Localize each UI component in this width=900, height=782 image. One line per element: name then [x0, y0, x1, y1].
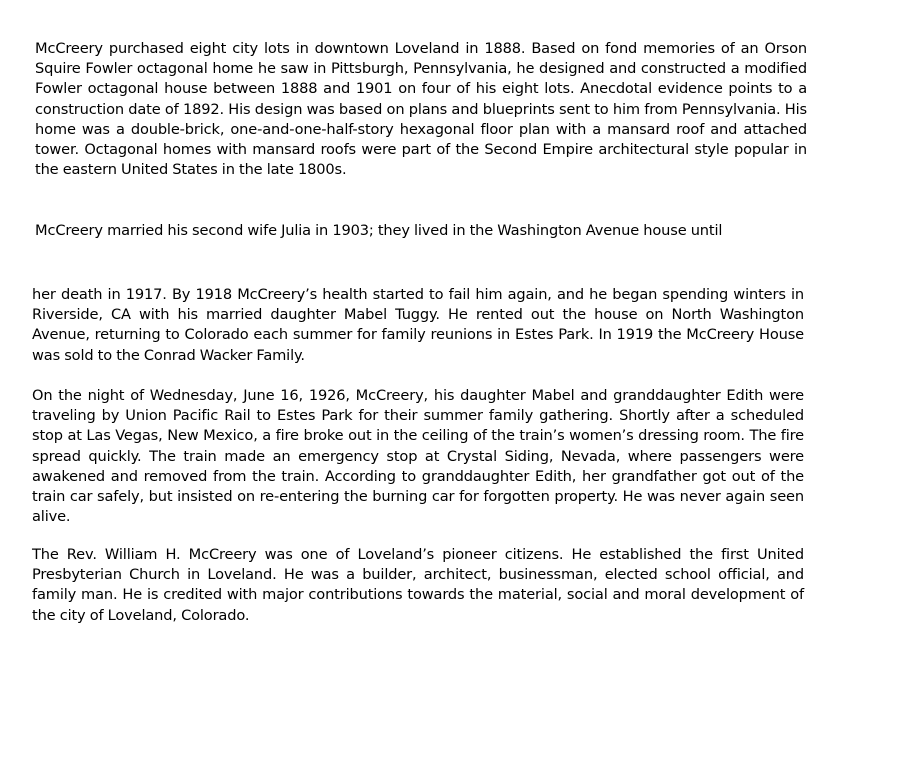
- paragraph-octagonal-house: McCreery purchased eight city lots in downtown Loveland in 1888. Based on fond memories of an Orson Squire Fowler octagonal home he saw in Pittsburgh, Pennsylvania, he designed and constructed a modified Fowler octagonal house between 1888 and 1901 on four of his eight lots. Anecdotal evidence points to a construction date of 1892. His design was based on plans and blueprints sent to him from Pennsylvania. His home was a double-brick, one-and-one-half-story hexagonal floor plan with a mansard roof and attached tower. Octagonal homes with mansard roofs were part of the Second Empire architectural style popular in the eastern United States in the late 1800s.: [35, 40, 807, 179]
- paragraph-train-fire: On the night of Wednesday, June 16, 1926, McCreery, his daughter Mabel and granddaughter Edith were traveling by Union Pacific Rail to Estes Park for their summer family gathering. Shortly after a scheduled stop at Las Vegas, New Mexico, a fire broke out in the ceiling of the train’s women’s dressing room. The fire spread quickly. The train made an emergency stop at Crystal Siding, Nevada, where passengers were awakened and removed from the train. According to granddaughter Edith, her grandfather got out of the train car safely, but insisted on re-entering the burning car for forgotten property. He was never again seen alive.: [32, 387, 804, 526]
- paragraph-marriage-start: McCreery married his second wife Julia in 1903; they lived in the Washington Avenue house until: [35, 222, 723, 239]
- paragraph-marriage-continued: her death in 1917. By 1918 McCreery’s health started to fail him again, and he began spending winters in Riverside, CA with his married daughter Mabel Tuggy. He rented out the house on North Washington Avenue, returning to Colorado each summer for family reunions in Estes Park. In 1919 the McCreery House was sold to the Conrad Wacker Family.: [32, 286, 804, 364]
- paragraph-pioneer-citizen: The Rev. William H. McCreery was one of Loveland’s pioneer citizens. He established the first United Presbyterian Church in Loveland. He was a builder, architect, businessman, elected school official, and family man. He is credited with major contributions towards the material, social and moral development of the city of Loveland, Colorado.: [32, 546, 804, 624]
